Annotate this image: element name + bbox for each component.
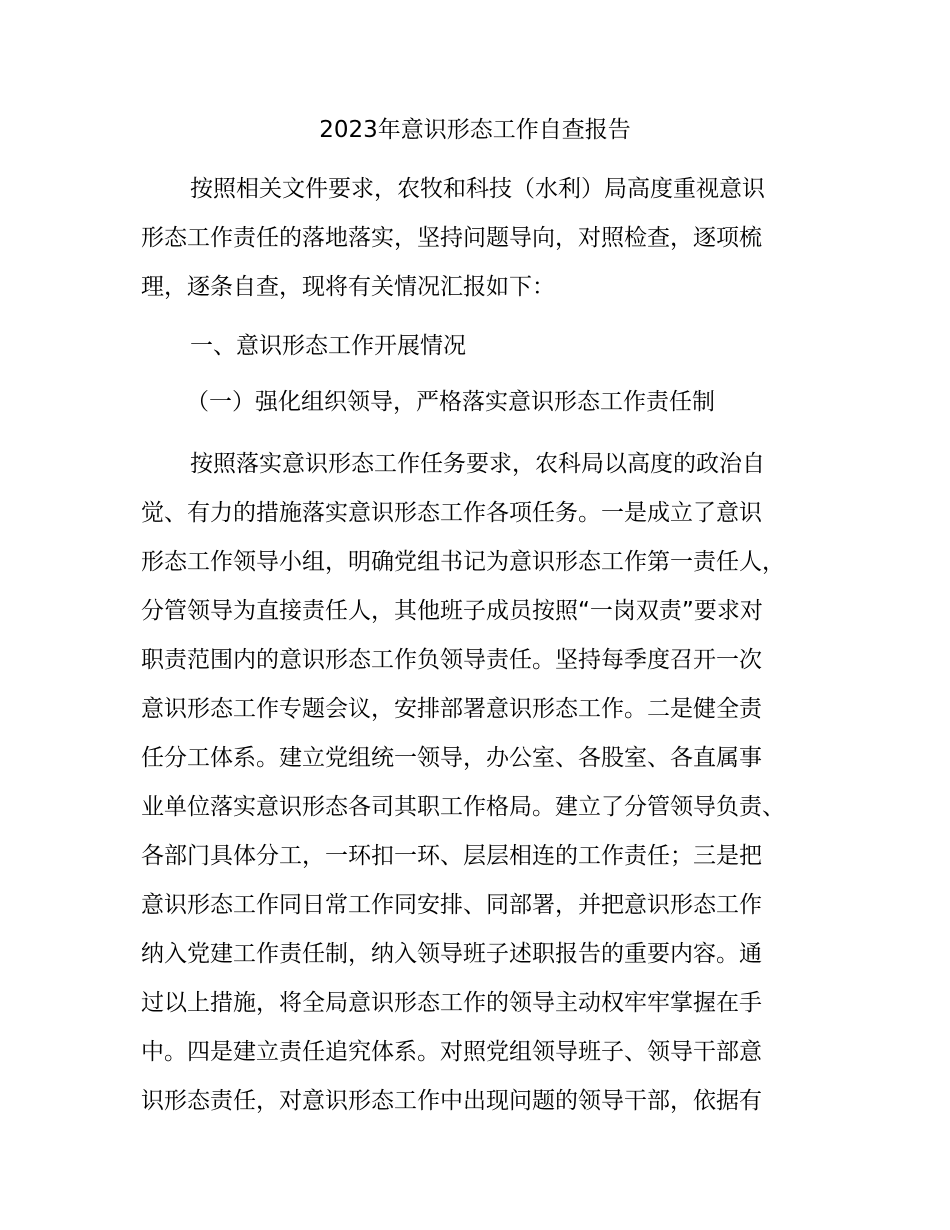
paragraph-line: 分管领导为直接责任人，其他班子成员按照“一岗双责”要求对: [141, 598, 763, 624]
paragraph-line: 纳入党建工作责任制，纳入领导班子述职报告的重要内容。通: [141, 941, 762, 967]
paragraph-line: 形态工作领导小组，明确党组书记为意识形态工作第一责任人，: [141, 549, 785, 575]
document-title: 2023年意识形态工作自查报告: [319, 117, 631, 143]
paragraph-line: 职责范围内的意识形态工作负领导责任。坚持每季度召开一次: [141, 647, 762, 673]
paragraph-line: 意识形态工作专题会议，安排部署意识形态工作。二是健全责: [141, 696, 762, 722]
section-heading: 一、意识形态工作开展情况: [190, 333, 466, 359]
paragraph-line: 识形态责任，对意识形态工作中出现问题的领导干部，依据有: [141, 1088, 762, 1114]
paragraph-line: 理，逐条自查，现将有关情况汇报如下：: [141, 274, 555, 300]
paragraph-line: 过以上措施，将全局意识形态工作的领导主动权牢牢掌握在手: [141, 990, 762, 1016]
subsection-heading: （一）强化组织领导，严格落实意识形态工作责任制: [186, 389, 715, 415]
paragraph-line: 按照落实意识形态工作任务要求，农科局以高度的政治自: [190, 451, 765, 477]
paragraph-line: 各部门具体分工，一环扣一环、层层相连的工作责任；三是把: [141, 843, 762, 869]
paragraph-line: 意识形态工作同日常工作同安排、同部署，并把意识形态工作: [141, 892, 762, 918]
paragraph-line: 任分工体系。建立党组统一领导，办公室、各股室、各直属事: [141, 745, 762, 771]
paragraph-line: 按照相关文件要求，农牧和科技（水利）局高度重视意识: [190, 176, 765, 202]
paragraph-line: 觉、有力的措施落实意识形态工作各项任务。一是成立了意识: [141, 500, 762, 526]
paragraph-line: 形态工作责任的落地落实，坚持问题导向，对照检查，逐项梳: [141, 225, 762, 251]
paragraph-line: 中。四是建立责任追究体系。对照党组领导班子、领导干部意: [141, 1039, 762, 1065]
paragraph-line: 业单位落实意识形态各司其职工作格局。建立了分管领导负责、: [141, 794, 785, 820]
